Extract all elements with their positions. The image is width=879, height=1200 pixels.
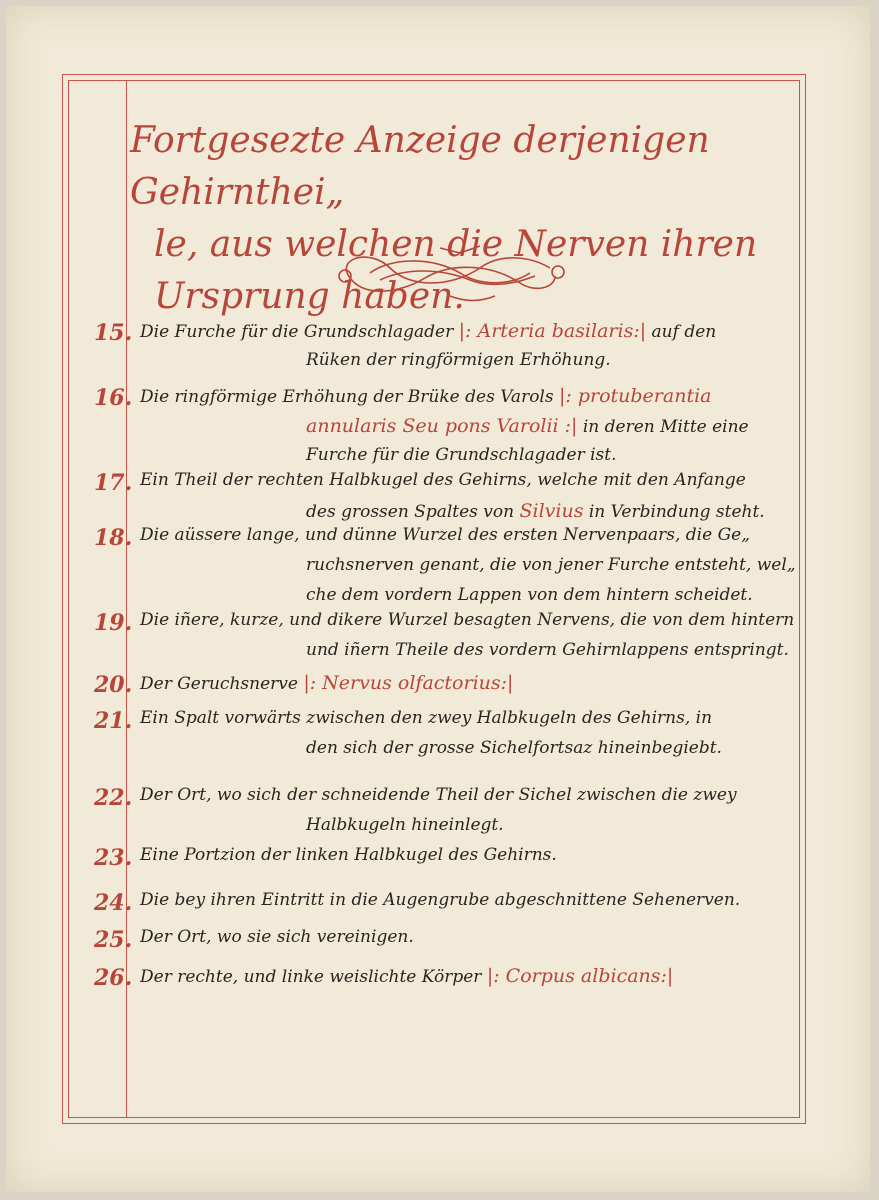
entry-line — [140, 708, 712, 728]
entry-number: 17. — [94, 470, 133, 496]
entry-number: 24. — [94, 890, 133, 916]
entry-text: Die Furche für die Grundschlagader — [140, 322, 459, 342]
latin-term: |: Corpus albicans:| — [486, 965, 674, 987]
entry-line — [140, 525, 750, 545]
ornamental-flourish — [330, 238, 570, 308]
latin-term: Silvius — [519, 500, 584, 522]
entry-text: in Verbindung steht. — [583, 502, 765, 522]
entry-text: Rüken der ringförmigen Erhöhung. — [306, 350, 611, 370]
entry-text: des grossen Spaltes von — [306, 502, 520, 522]
entry-line — [306, 738, 722, 758]
entry-text: Der rechte, und linke weislichte Körper — [140, 967, 487, 987]
entry-text: auf den — [646, 322, 717, 342]
entry-text: in deren Mitte eine — [577, 417, 749, 437]
entry-number: 26. — [94, 965, 133, 991]
entry-line — [306, 500, 765, 522]
entry-line — [140, 470, 746, 490]
entry-text: che dem vordern Lappen von dem hintern scheidet. — [306, 585, 753, 605]
entry-number: 23. — [94, 845, 133, 871]
entry-line — [306, 585, 753, 605]
margin-rule — [126, 80, 127, 1118]
title-line-2: le, aus welchen die Nerven ihren Ursprung haben. — [154, 224, 758, 317]
latin-term: |: Nervus olfactorius:| — [303, 672, 514, 694]
entry-line — [140, 785, 737, 805]
title-line-1: Fortgesezte Anzeige derjenigen Gehirnthei„ — [130, 120, 710, 213]
entry-text: Die iñere, kurze, und dikere Wurzel besagten Nervens, die von dem hintern — [140, 610, 795, 630]
entry-text: Die ringförmige Erhöhung der Brüke des Varols — [140, 387, 559, 407]
entry-number: 19. — [94, 610, 133, 636]
entry-text: und iñern Theile des vordern Gehirnlappens entspringt. — [306, 640, 789, 660]
entry-text: Die bey ihren Eintritt in die Augengrube abgeschnittene Sehenerven. — [140, 890, 741, 910]
entry-line — [140, 385, 712, 407]
entry-line — [140, 965, 673, 987]
entry-number: 20. — [94, 672, 133, 698]
entry-number: 22. — [94, 785, 133, 811]
entry-number: 15. — [94, 320, 133, 346]
entry-line — [140, 610, 794, 630]
entry-number: 18. — [94, 525, 133, 551]
entry-line — [306, 415, 749, 437]
entry-line — [306, 640, 789, 660]
entry-number: 25. — [94, 927, 133, 953]
entry-line — [140, 890, 740, 910]
entry-text: den sich der grosse Sichelfortsaz hineinbegiebt. — [306, 738, 722, 758]
latin-term: |: Arteria basilaris:| — [458, 320, 647, 342]
entry-text: Die aüssere lange, und dünne Wurzel des ersten Nervenpaars, die Ge„ — [140, 525, 751, 545]
entry-line — [140, 927, 414, 947]
latin-term: annularis Seu pons Varolii :| — [306, 415, 578, 437]
entry-number: 21. — [94, 708, 133, 734]
entry-line — [306, 555, 796, 575]
entry-line — [306, 445, 617, 465]
entry-text: ruchsnerven genant, die von jener Furche entsteht, wel„ — [306, 555, 796, 575]
entry-text: Der Geruchsnerve — [140, 674, 304, 694]
entry-line — [140, 845, 557, 865]
entry-text: Der Ort, wo sich der schneidende Theil der Sichel zwischen die zwey — [140, 785, 737, 805]
entry-line — [306, 350, 611, 370]
entry-text: Eine Portzion der linken Halbkugel des Gehirns. — [140, 845, 557, 865]
entry-text: Halbkugeln hineinlegt. — [306, 815, 504, 835]
entry-line — [306, 815, 504, 835]
latin-term: |: protuberantia — [559, 385, 712, 407]
entry-number: 16. — [94, 385, 133, 411]
entry-line — [140, 320, 716, 342]
entry-text: Ein Theil der rechten Halbkugel des Gehirns, welche mit den Anfange — [140, 470, 746, 490]
entry-line — [140, 672, 513, 694]
entry-text: Ein Spalt vorwärts zwischen den zwey Halbkugeln des Gehirns, in — [140, 708, 713, 728]
entry-text: Der Ort, wo sie sich vereinigen. — [140, 927, 414, 947]
entry-text: Furche für die Grundschlagader ist. — [306, 445, 617, 465]
